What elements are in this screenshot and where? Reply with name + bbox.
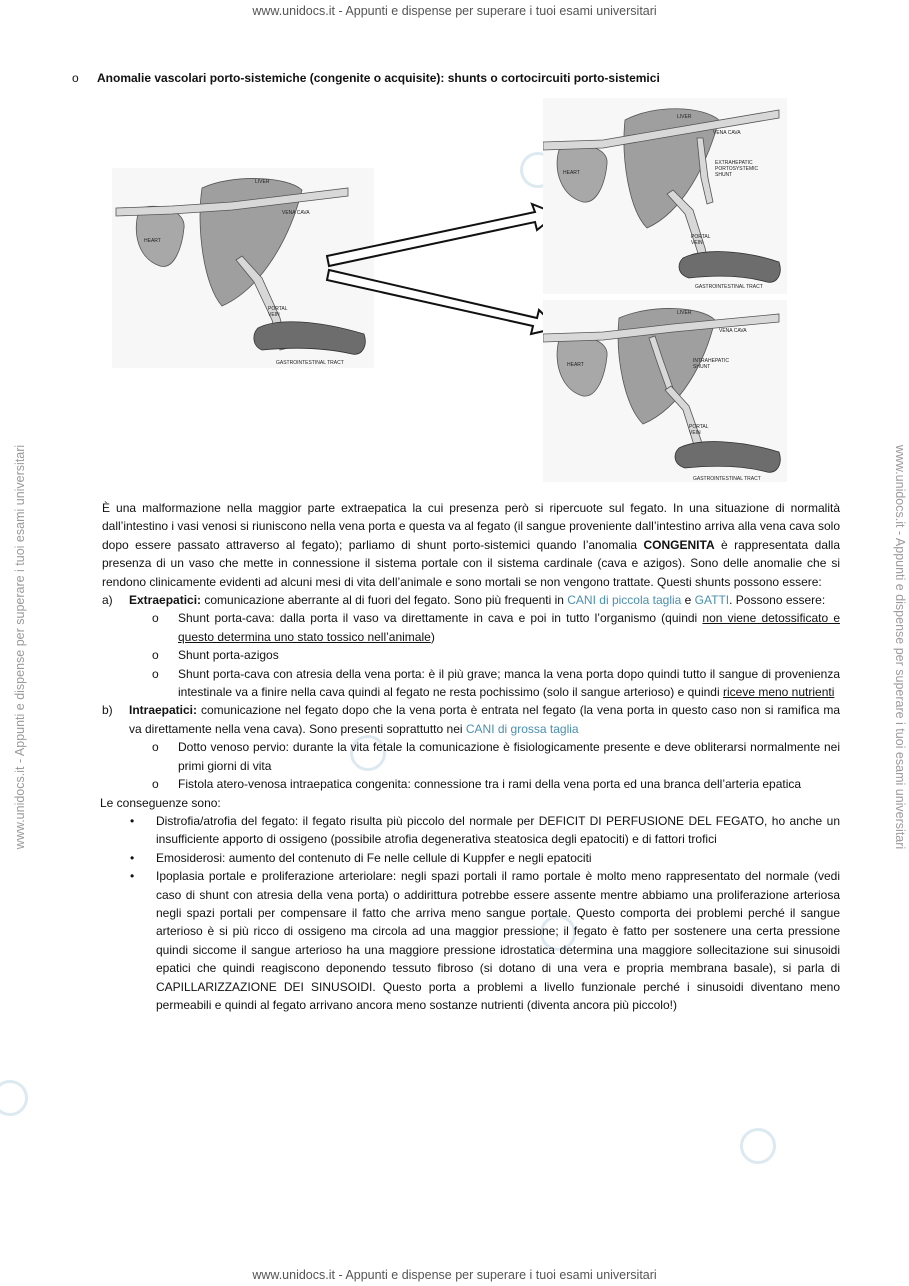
arrows-to-variants [325, 200, 561, 340]
list-item-intrahepatic: b) Intraepatici: comunicazione nel fegato dopo che la vena porta è entrata nel fegato (la vena porta in questo caso non si ramifica ma va direttamente nella vena cava). Sono presenti soprattutto nei CANI di grossa taglia [102, 703, 840, 736]
diagram-extrahepatic-shunt [543, 98, 787, 294]
label-shunt-1: EXTRAHEPATIC [715, 160, 753, 166]
logo-watermark-icon [0, 1080, 28, 1116]
label-heart: HEART [144, 238, 161, 244]
label-vena-cava: VENA CAVA [282, 210, 310, 216]
label-shunt-2: PORTOSYSTEMIC [715, 166, 759, 172]
label-gi-tract: GASTROINTESTINAL TRACT [695, 284, 763, 290]
intro-paragraph: È una malformazione nella maggior parte extraepatica la cui presenza però si ripercuote sul fegato. In una situazione di normalità dall’intestino i vasi venosi si riuniscono nella vena porta e questa va al fegato (il sangue proveniente dall’intestino arriva alla vena cava solo dopo essere passato attraverso al fegato); parliamo di shunt porto-sistemici quando l’anomalia CONGENITA è rappresentata dalla presenza di un vaso che mette in connessione il sistema portale con il sistema cardinale (cava e azigos). Sono delle anomalie che si rendono clinicamente evidenti ad alcuni mesi di vita dell’animale e sono mortali se non vengono trattate. Questi shunts possono essere: [102, 501, 840, 589]
label-vena-cava: VENA CAVA [713, 130, 741, 136]
document-body [102, 499, 840, 1014]
label-gi-tract: GASTROINTESTINAL TRACT [276, 360, 344, 366]
consequences-intro: Le conseguenze sono: [100, 795, 221, 810]
consequence-item: • Distrofia/atrofia del fegato: il fegato risulta più piccolo del normale per DEFICIT DI PERFUSIONE DEL FEGATO, ho anche un insufficiente apporto di ossigeno (possibile atrofia degenerativa steatosica degli epatociti) e di fattori trofici [130, 813, 840, 847]
logo-watermark-icon [740, 1128, 776, 1164]
sub-item: o Shunt porta-cava: dalla porta il vaso va direttamente in cava e poi in tutto l’organismo (quindi non viene detossificato e questo determina uno stato tossico nell’animale) [152, 611, 840, 644]
label-portal: PORTAL [689, 424, 709, 430]
right-side-watermark: www.unidocs.it - Appunti e dispense per superare i tuoi esami universitari [893, 444, 907, 850]
label-liver: LIVER [255, 179, 270, 185]
label-shunt-2: SHUNT [693, 364, 711, 370]
label-liver: LIVER [677, 114, 692, 120]
header-watermark: www.unidocs.it - Appunti e dispense per superare i tuoi esami universitari [252, 4, 657, 18]
title-bullet: o [72, 71, 79, 85]
label-shunt-1: INTRAHEPATIC [693, 358, 729, 364]
label-vein: VEIN [268, 312, 280, 318]
label-heart: HEART [563, 170, 580, 176]
label-vena-cava: VENA CAVA [719, 328, 747, 334]
arrow-to-intrahepatic-icon [327, 270, 557, 334]
left-side-watermark: www.unidocs.it - Appunti e dispense per superare i tuoi esami universitari [13, 444, 27, 850]
label-portal: PORTAL [268, 306, 288, 312]
arrow-to-extrahepatic-icon [327, 204, 557, 266]
sub-item: o Fistola atero-venosa intraepatica congenita: connessione tra i rami della vena porta ed una branca dell’arteria epatica [152, 777, 802, 792]
sub-item: o Dotto venoso pervio: durante la vita fetale la comunicazione è fisiologicamente presente e deve obliterarsi normalmente nei primi giorni di vita [152, 740, 840, 773]
label-heart: HEART [567, 362, 584, 368]
label-gi-tract: GASTROINTESTINAL TRACT [693, 476, 761, 482]
label-shunt-3: SHUNT [715, 172, 733, 178]
footer-watermark: www.unidocs.it - Appunti e dispense per superare i tuoi esami universitari [252, 1268, 657, 1282]
diagram-intrahepatic-shunt [543, 300, 787, 482]
label-vein: VEIN [691, 240, 703, 246]
label-portal: PORTAL [691, 234, 711, 240]
label-liver: LIVER [677, 310, 692, 316]
sub-item: o Shunt porta-azigos [152, 648, 279, 663]
title-text: Anomalie vascolari porto-sistemiche (congenite o acquisite): shunts o cortocircuiti porto-sistemici [97, 71, 660, 85]
list-item-extrahepatic: a) Extraepatici: comunicazione aberrante al di fuori del fegato. Sono più frequenti in CANI di piccola taglia e GATTI. Possono essere: [102, 593, 826, 608]
sub-item: o Shunt porta-cava con atresia della vena porta: è il più grave; manca la vena porta dopo quindi tutto il sangue di provenienza intestinale va a finire nella cava quindi al fegato ne resta pochissimo (solo il sangue arterioso) e quindi riceve meno nutrienti [152, 666, 840, 700]
consequence-item: • Emosiderosi: aumento del contenuto di Fe nelle cellule di Kuppfer e negli epatociti [130, 850, 592, 865]
section-title [72, 71, 660, 85]
consequence-item: • Ipoplasia portale e proliferazione arteriolare: negli spazi portali il ramo portale è molto meno rappresentato del normale (vedi caso di shunt con atresia della vena porta) o addirittura potrebbe essere assente mentre abbiamo una proliferazione arteriosa negli spazi portali per compensare il fatto che arriva meno sangue portale. Questo comporta dei problemi perché il sangue arterioso è si più ricco di ossigeno ma circola ad una maggior pressione; il fegato è fatto per sostenere una certa pressione quindi siccome il sangue arterioso ha una maggiore pressione idrostatica determina una maggiore sollecitazione sui sinusoidi epatici che quindi reagiscono deponendo tessuto fibroso (si dotano di una vera e propria membrana basale), si parla di CAPILLARIZZAZIONE DEI SINUSOIDI. Questo porta a problemi a livello funzionale perché i sinusoidi diventano meno permeabili e quindi al fegato arrivano ancora meno sostanze nutrienti (diventa ancora più piccolo!) [130, 869, 840, 1012]
label-vein: VEIN [689, 430, 701, 436]
